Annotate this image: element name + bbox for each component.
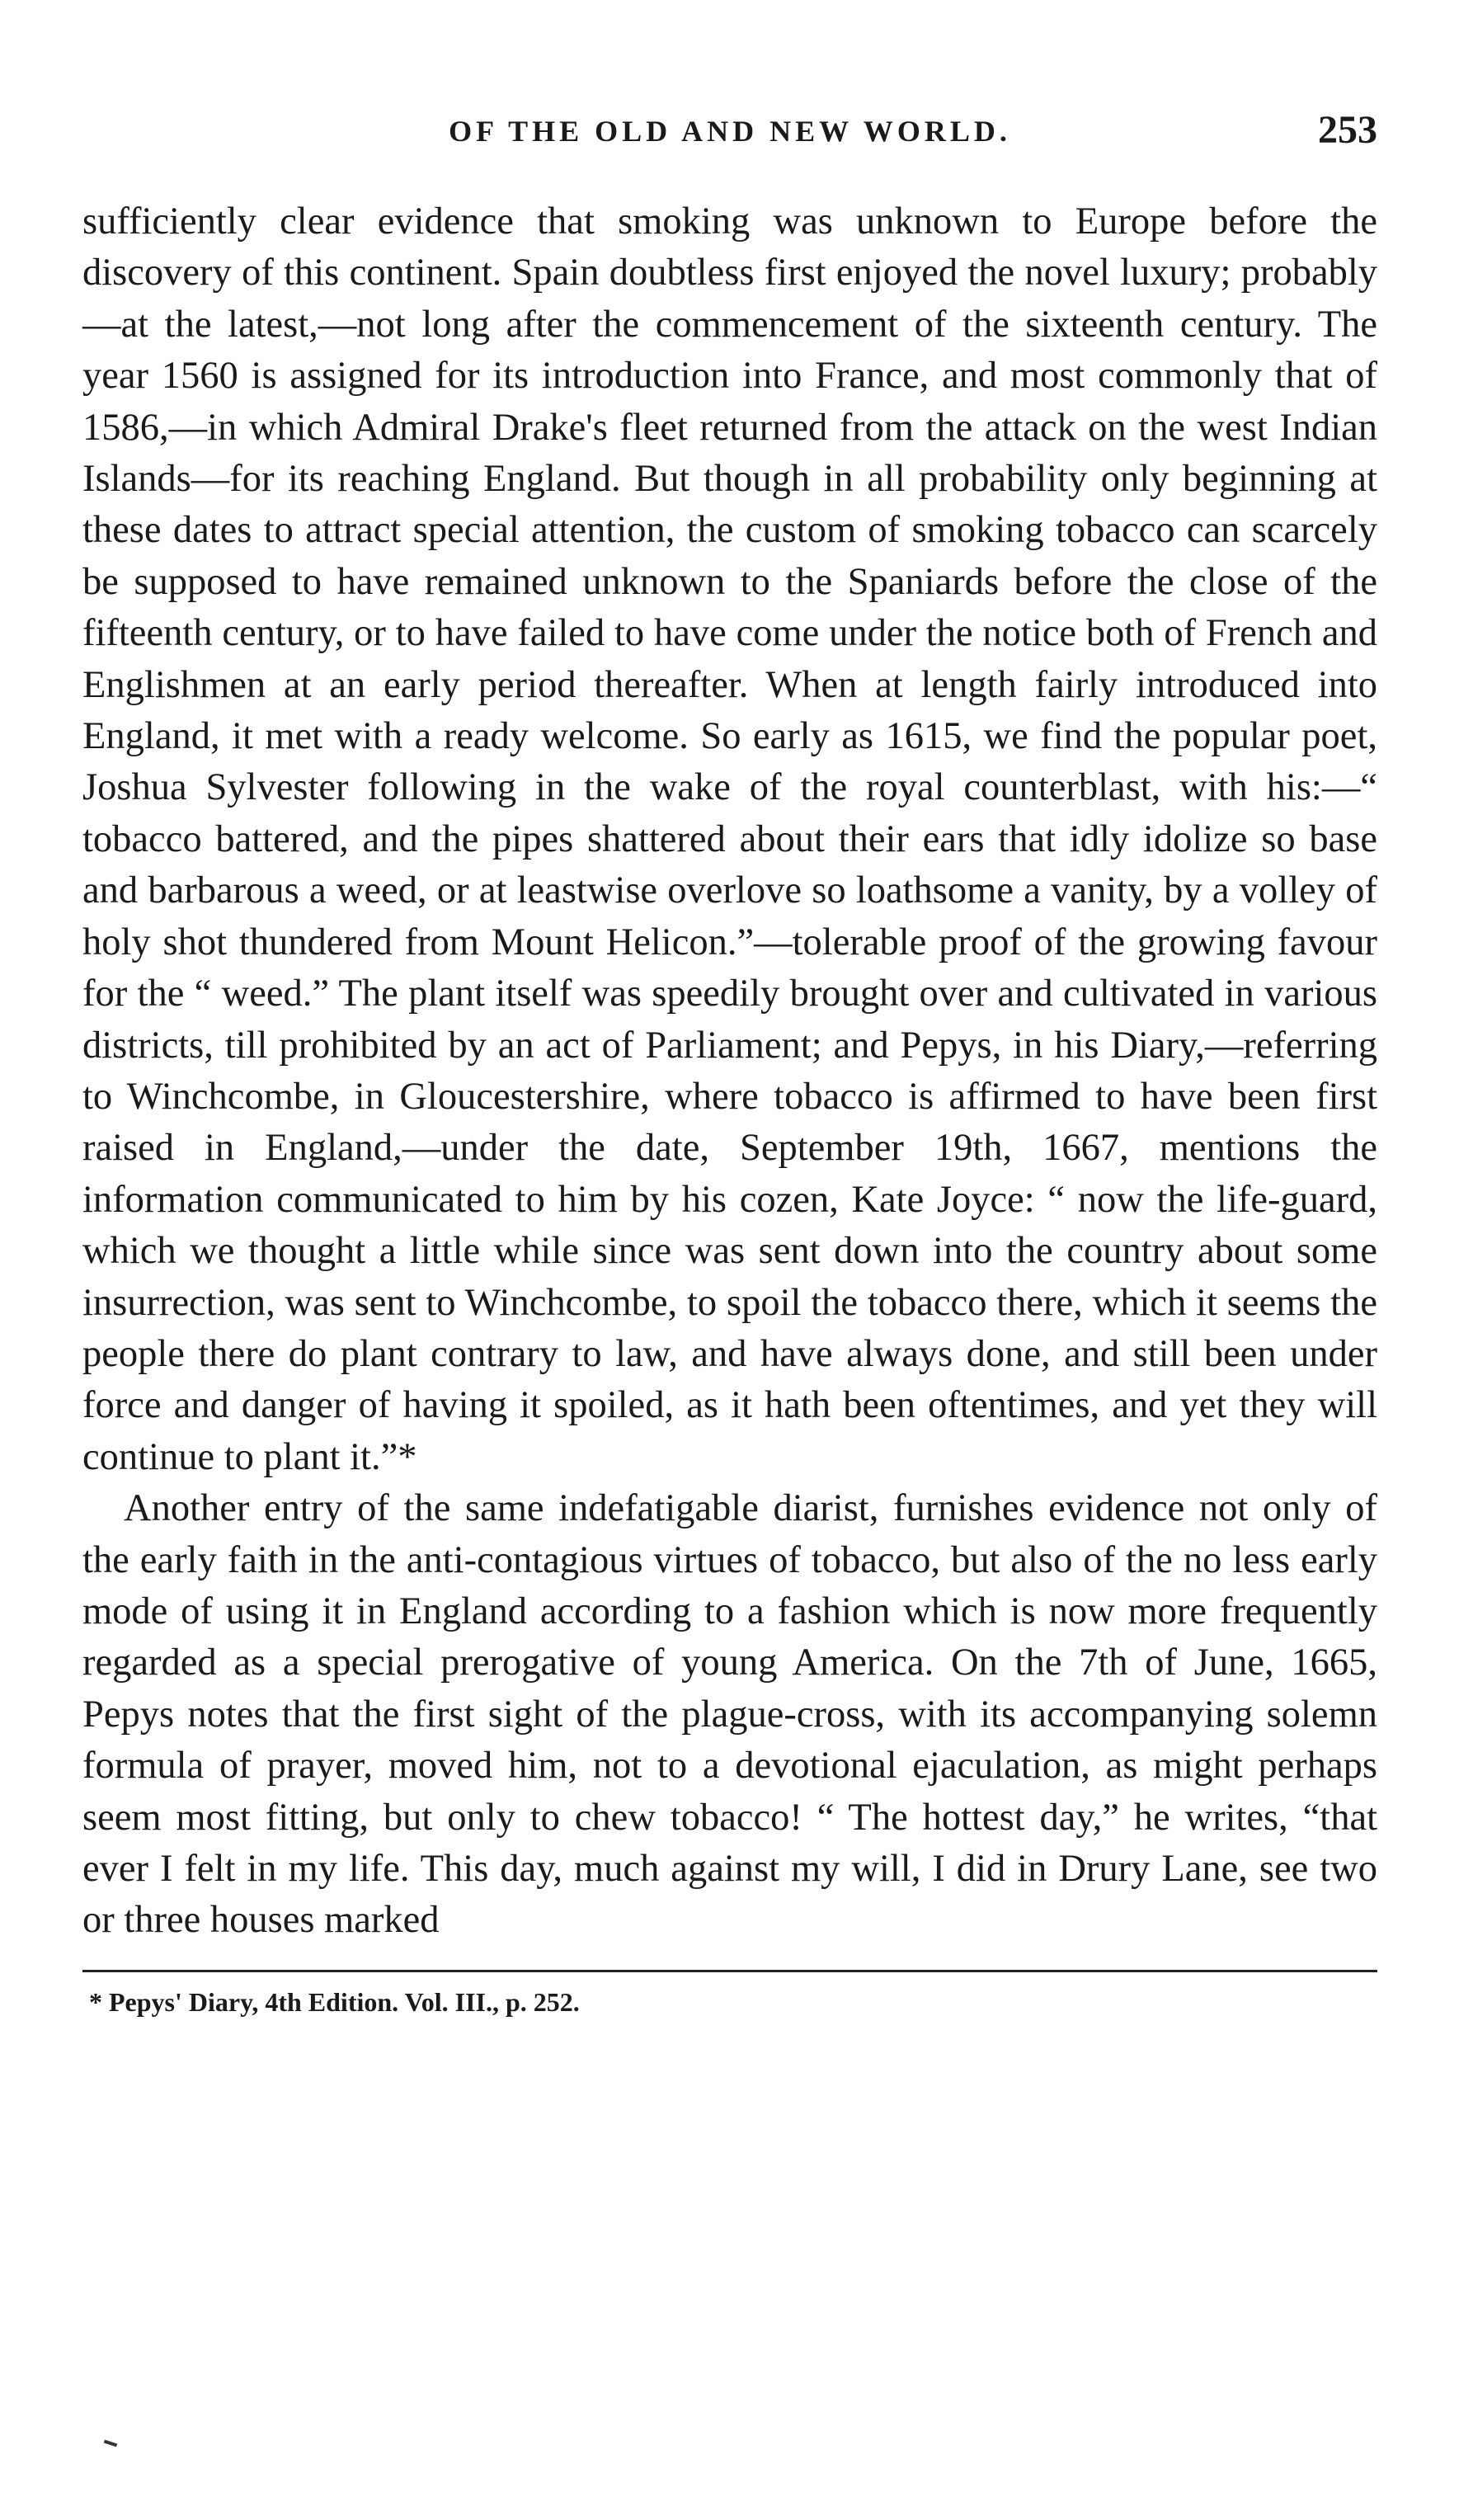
body-text — [82, 196, 1377, 1947]
running-title: OF THE OLD AND NEW WORLD. — [449, 115, 1011, 148]
stray-ink-mark — [104, 2440, 117, 2447]
footnote: * Pepys' Diary, 4th Edition. Vol. III., p. 252. — [89, 1986, 580, 2017]
running-head — [82, 107, 1377, 165]
paragraph: sufficiently clear evidence that smoking was unknown to Europe before the discovery of this continent. Spain doubtless first enjoyed the novel luxury; probably—at the latest,—not long after the commencement of the sixteenth century. The year 1560 is assigned for its introduction into France, and most commonly that of 1586,—in which Admiral Drake's fleet returned from the attack on the west Indian Islands—for its reaching England. But though in all probability only beginning at these dates to attract special attention, the custom of smoking tobacco can scarcely be supposed to have remained unknown to the Spaniards before the close of the fifteenth century, or to have failed to have come under the notice both of French and Englishmen at an early period thereafter. When at length fairly introduced into England, it met with a ready welcome. So early as 1615, we find the popular poet, Joshua Sylvester following in the wake of the royal counterblast, with his:—“ tobacco battered, and the pipes shattered about their ears that idly idolize so base and barbarous a weed, or at leastwise overlove so loathsome a vanity, by a volley of holy shot thundered from Mount Helicon.”—tolerable proof of the growing favour for the “ weed.” The plant itself was speedily brought over and cultivated in various districts, till prohibited by an act of Parliament; and Pepys, in his Diary,—referring to Winchcombe, in Gloucestershire, where tobacco is affirmed to have been first raised in England,—under the date, September 19th, 1667, mentions the information communicated to him by his cozen, Kate Joyce: “ now the life-guard, which we thought a little while since was sent down into the country about some insurrection, was sent to Winchcombe, to spoil the tobacco there, which it seems the people there do plant contrary to law, and have always done, and still been under force and danger of having it spoiled, as it hath been oftentimes, and yet they will continue to plant it.”* — [82, 200, 1377, 1478]
page-number: 253 — [1318, 108, 1377, 152]
footnote-divider — [82, 1970, 1377, 1972]
paragraph: Another entry of the same indefatigable diarist, furnishes evidence not only of the early faith in the anti-contagious virtues of tobacco, but also of the no less early mode of using it in England according to a fashion which is now more frequently regarded as a special prerogative of young America. On the 7th of June, 1665, Pepys notes that the first sight of the plague-cross, with its accompanying solemn formula of prayer, moved him, not to a devotional ejaculation, as might perhaps seem most fitting, but only to chew tobacco! “ The hottest day,” he writes, “that ever I felt in my life. This day, much against my will, I did in Drury Lane, see two or three houses marked — [82, 1487, 1377, 1942]
book-page — [82, 107, 1377, 2018]
